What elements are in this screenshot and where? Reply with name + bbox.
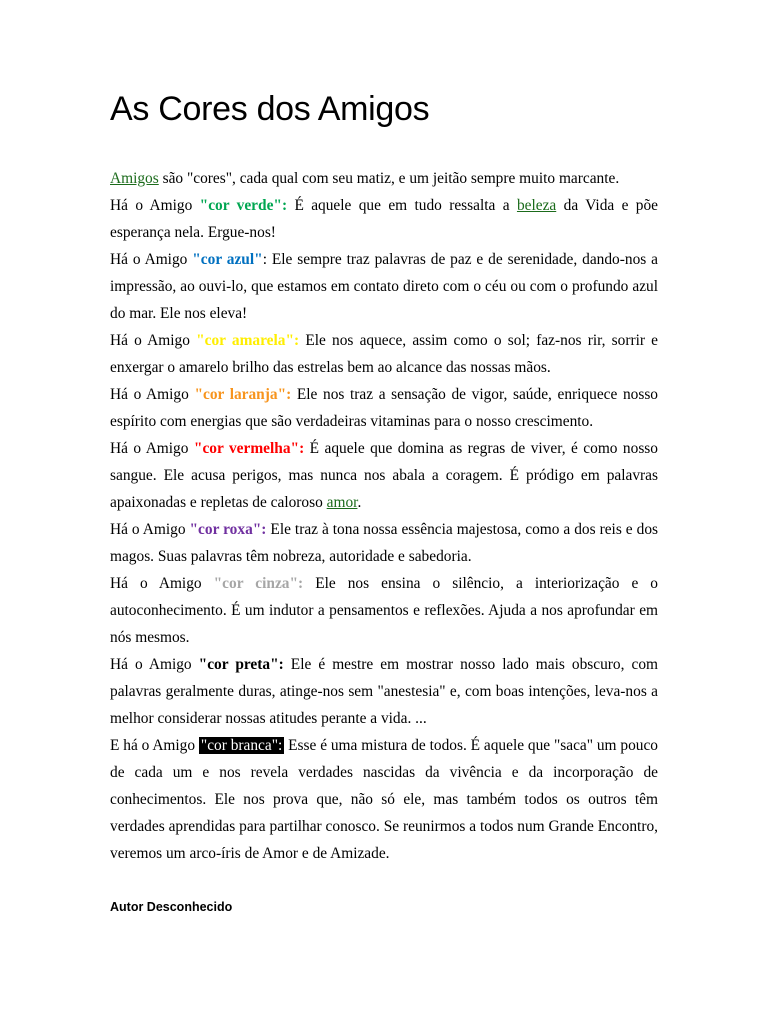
para-prefix: Há o Amigo [110, 656, 199, 673]
para-text: É aquele que em tudo ressalta a [287, 197, 517, 214]
paragraph-intro [110, 165, 658, 192]
color-label-azul: "cor azul" [192, 251, 263, 268]
color-label-amarela: "cor amarela": [196, 332, 300, 349]
color-label-laranja: "cor laranja": [194, 386, 292, 403]
para-text: Esse é uma mistura de todos. É aquele que "saca" um pouco de cada um e nos revela verdades nascidas da vivência e da incorporação de conhecimentos. Ele nos prova que, não só ele, mas também todos os outros têm verdades aprendidas para partilhar conosco. Se reunirmos a todos num Grande Encontro, veremos um arco-íris de Amor e de Amizade. [110, 737, 658, 862]
para-text: Ele traz à tona nossa essência majestosa, como a dos reis e dos magos. Suas palavras têm nobreza, autoridade e sabedoria. [110, 521, 659, 565]
author-credit: Autor Desconhecido [110, 900, 233, 914]
para-text: É aquele que domina as regras de viver, é como nosso sangue. Ele acusa perigos, mas nunca nos abala a coragem. É pródigo em palavras apaixonadas e repletas de caloroso [110, 440, 658, 511]
color-label-verde: "cor verde": [199, 197, 288, 214]
para-text: Ele nos aquece, assim como o sol; faz-nos rir, sorrir e enxergar o amarelo brilho das estrelas bem ao alcance das nossas mãos. [110, 332, 658, 376]
para-prefix: Há o Amigo [110, 197, 200, 214]
paragraph-branca [110, 732, 658, 867]
para-prefix: Há o Amigo [110, 386, 195, 403]
para-text: Ele é mestre em mostrar nosso lado mais obscuro, com palavras geralmente duras, atinge-nos sem "anestesia" e, com boas intenções, leva-nos a melhor considerar nossas atitudes perante a vida. ... [110, 656, 659, 727]
paragraph-laranja [110, 381, 658, 435]
para-prefix: E há o Amigo [110, 737, 199, 754]
paragraph-azul [110, 246, 658, 327]
color-label-preta: "cor preta": [198, 656, 284, 673]
paragraph-verde [110, 192, 658, 246]
para-prefix: Há o Amigo [110, 251, 193, 268]
paragraph-roxa [110, 516, 658, 570]
para-text: Ele nos ensina o silêncio, a interiorização e o autoconhecimento. É um indutor a pensamentos e reflexões. Ajuda a nos aprofundar em nós mesmos. [110, 575, 659, 646]
para-prefix: Há o Amigo [110, 521, 190, 538]
page-title: As Cores dos Amigos [110, 90, 430, 128]
color-label-vermelha: "cor vermelha": [193, 440, 305, 457]
para-text: Ele nos traz a sensação de vigor, saúde, enriquece nosso espírito com energias que são verdadeiras vitaminas para o nosso crescimento. [110, 386, 659, 430]
paragraph-amarela [110, 327, 658, 381]
color-label-cinza: "cor cinza": [213, 575, 304, 592]
paragraph-cinza [110, 570, 658, 651]
para-text: : Ele sempre traz palavras de paz e de serenidade, dando-nos a impressão, ao ouvi-lo, que estamos em contato direto com o céu ou com o profundo azul do mar. Ele nos eleva! [110, 251, 658, 322]
link-beleza[interactable]: beleza [516, 197, 557, 214]
color-label-roxa: "cor roxa": [189, 521, 267, 538]
link-amigos[interactable]: Amigos [110, 170, 159, 187]
color-label-branca: "cor branca": [200, 737, 283, 754]
para-text-end: da Vida e põe esperança nela. Ergue-nos! [110, 197, 659, 241]
para-prefix: Há o Amigo [110, 440, 194, 457]
para-prefix: Há o Amigo [110, 575, 214, 592]
para-prefix: Há o Amigo [110, 332, 197, 349]
intro-text: são "cores", cada qual com seu matiz, e um jeitão sempre muito marcante. [158, 170, 620, 187]
paragraph-vermelha [110, 435, 658, 516]
link-amor[interactable]: amor [326, 494, 358, 511]
paragraph-preta [110, 651, 658, 732]
para-text-end: . [357, 494, 362, 511]
